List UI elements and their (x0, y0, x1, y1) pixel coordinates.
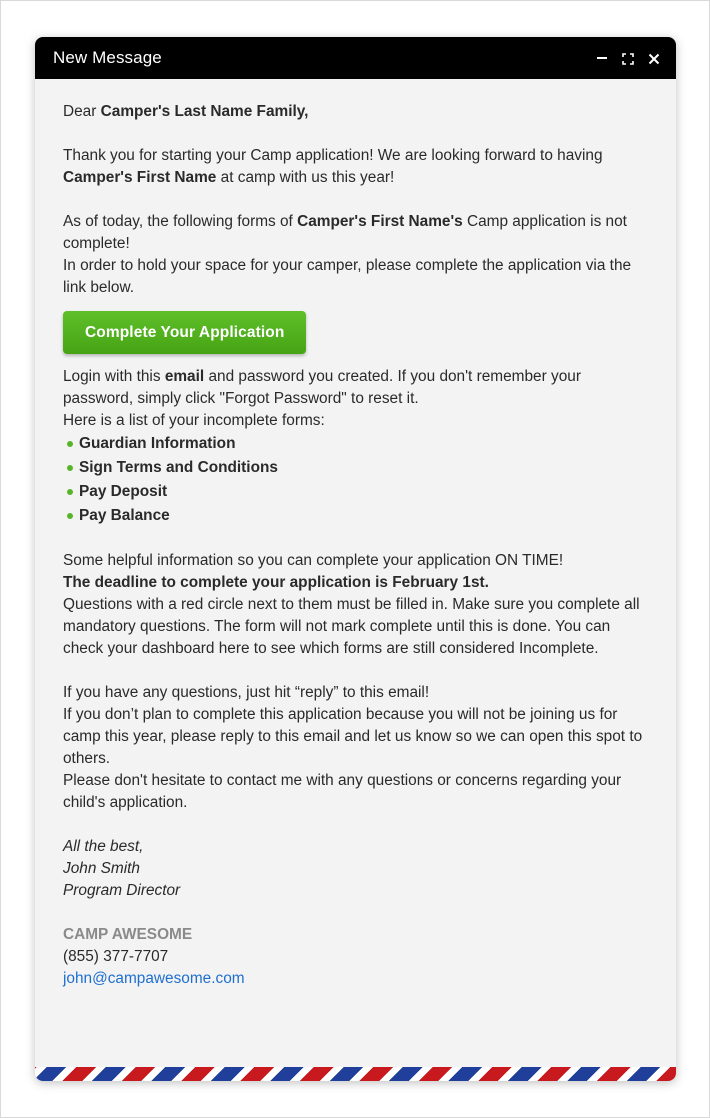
minimize-icon[interactable] (596, 52, 608, 64)
airmail-border (35, 1067, 676, 1081)
phone-number: (855) 377-7707 (63, 948, 169, 965)
camper-first-name-possessive: Camper's First Name's (297, 213, 463, 230)
company-name: CAMP AWESOME (63, 926, 193, 943)
contact-block (63, 924, 648, 990)
questions-paragraph: If you have any questions, just hit “reply” to this email! If you don’t plan to complete this application because you will not be joining us for camp this year, please reply to this email and let us know so we can open this spot to others. Please don't hesitate to contact me with any questions or concerns regarding your child's application. (63, 684, 643, 811)
message-body (35, 79, 676, 990)
intro-paragraph: Thank you for starting your Camp application! We are looking forward to having Camper's First Name at camp with us this year! (63, 147, 603, 186)
helpful-info-paragraph: Some helpful information so you can complete your application ON TIME! The deadline to complete your application is February 1st. Questions with a red circle next to them must be filled in. Make sure you complete all mandatory questions. The form will not mark complete until this is done. You can check your dashboard here to see which forms are still considered Incomplete. (63, 552, 640, 657)
sender-name: John Smith (63, 860, 140, 877)
bullet-icon (67, 441, 73, 447)
list-item: Sign Terms and Conditions (63, 456, 648, 480)
deadline-text: The deadline to complete your application is February 1st. (63, 574, 489, 591)
bullet-icon (67, 465, 73, 471)
list-item: Pay Deposit (63, 480, 648, 504)
list-item: Guardian Information (63, 432, 648, 456)
complete-application-button[interactable]: Complete Your Application (63, 311, 306, 354)
incomplete-forms-list (63, 432, 648, 528)
bullet-icon (67, 513, 73, 519)
window-title: New Message (53, 48, 162, 67)
window-controls (596, 52, 660, 64)
sender-title: Program Director (63, 882, 181, 899)
bullet-icon (67, 489, 73, 495)
greeting: Dear Camper's Last Name Family, (63, 103, 309, 120)
close-icon[interactable] (648, 52, 660, 64)
list-item: Pay Balance (63, 504, 648, 528)
contact-email-link[interactable]: john@campawesome.com (63, 970, 245, 987)
family-name: Camper's Last Name Family, (100, 103, 309, 120)
camper-first-name: Camper's First Name (63, 169, 217, 186)
compose-window (35, 37, 676, 1081)
signature: All the best, John Smith Program Director (63, 838, 181, 899)
status-paragraph: As of today, the following forms of Camper's First Name's Camp application is not complete! In order to hold your space for your camper, please complete the application via the link below. (63, 213, 632, 296)
expand-icon[interactable] (622, 52, 634, 64)
list-intro: Here is a list of your incomplete forms: (63, 412, 325, 429)
login-paragraph: Login with this email and password you created. If you don't remember your password, simply click "Forgot Password" to reset it. Here is a list of your incomplete forms: (63, 368, 581, 429)
title-bar (35, 37, 676, 79)
